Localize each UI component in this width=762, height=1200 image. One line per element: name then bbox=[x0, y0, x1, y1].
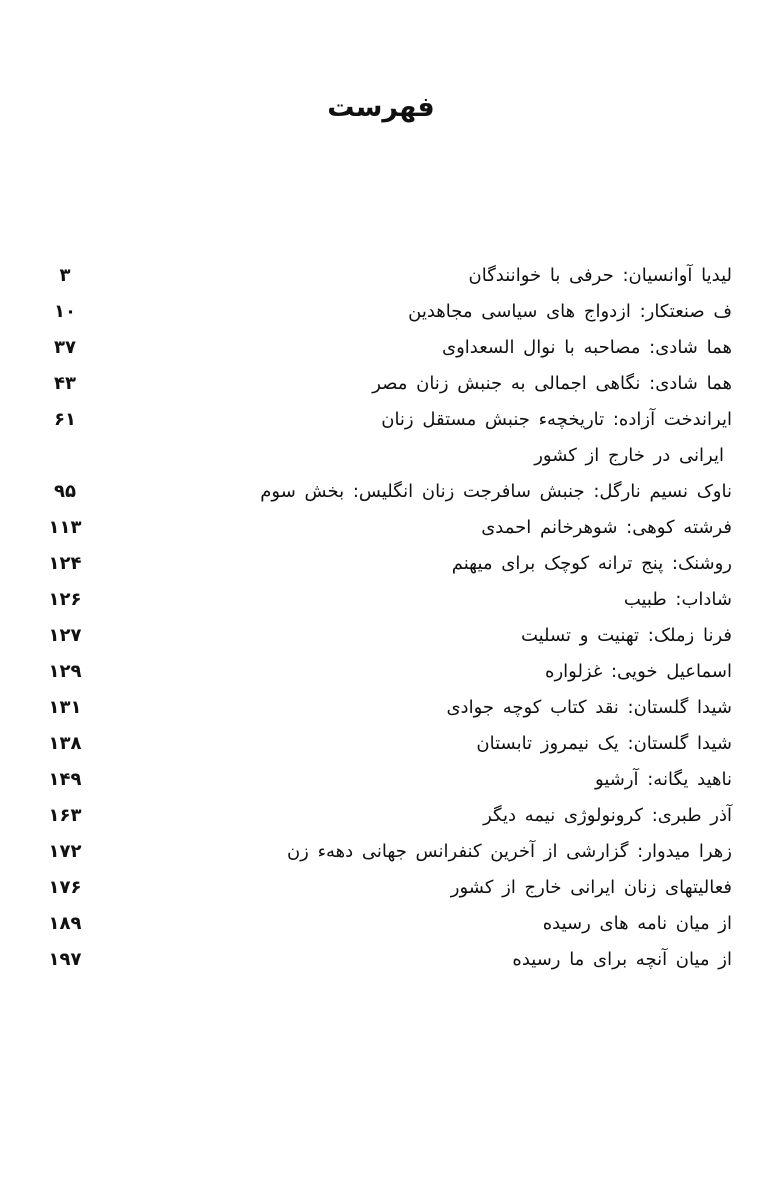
toc-entry-2 bbox=[40, 294, 732, 330]
toc-entry-text: ناهید یگانه: آرشیو bbox=[595, 769, 732, 790]
toc-entry-text: ایراندخت آزاده: تاریخچهء جنبش مستقل زنان bbox=[381, 409, 732, 430]
toc-page-number: ۱۳۱ bbox=[48, 697, 82, 718]
toc-entry-text: فرنا زملک: تهنیت و تسلیت bbox=[520, 625, 732, 646]
toc-page-number: ۱۷۶ bbox=[48, 877, 82, 898]
toc-page-number: ۱۴۹ bbox=[48, 769, 82, 790]
toc-entry-15 bbox=[40, 798, 732, 834]
toc-page-number: ۳ bbox=[59, 265, 71, 286]
page-title: فهرست bbox=[327, 92, 435, 123]
toc-entry-10 bbox=[40, 618, 732, 654]
toc-entry-6 bbox=[40, 474, 732, 510]
toc-page-number: ۱۲۶ bbox=[48, 589, 82, 610]
toc-page-number: ۱۲۴ bbox=[48, 553, 82, 574]
toc-page-number: ۱۲۷ bbox=[48, 625, 82, 646]
toc-entry-text-continued: ایرانی در خارج از کشور bbox=[534, 445, 724, 466]
toc-entry-text: هما شادی: مصاحبه با نوال السعداوی bbox=[441, 337, 732, 358]
toc-entry-9 bbox=[40, 582, 732, 618]
toc-entry-17 bbox=[40, 870, 732, 906]
toc-page-number: ۴۳ bbox=[54, 373, 76, 394]
toc-entry-13 bbox=[40, 726, 732, 762]
toc-entry-text: لیدیا آوانسیان: حرفی با خوانندگان bbox=[468, 265, 732, 286]
toc-entry-text: از میان آنچه برای ما رسیده bbox=[512, 949, 732, 970]
toc-page-number: ۱۱۳ bbox=[48, 517, 82, 538]
toc-entry-1 bbox=[40, 258, 732, 294]
toc-page-number: ۱۲۹ bbox=[48, 661, 82, 682]
toc-entry-text: شیدا گلستان: نقد کتاب کوچه جوادی bbox=[446, 697, 732, 718]
toc-page-number: ۱۶۳ bbox=[48, 805, 82, 826]
toc-entry-14 bbox=[40, 762, 732, 798]
toc-entry-8 bbox=[40, 546, 732, 582]
toc-entry-18 bbox=[40, 906, 732, 942]
toc-page-number: ۹۵ bbox=[54, 481, 76, 502]
toc-entry-4 bbox=[40, 366, 732, 402]
toc-entry-7 bbox=[40, 510, 732, 546]
toc-page-number: ۱۳۸ bbox=[48, 733, 82, 754]
toc-entry-3 bbox=[40, 330, 732, 366]
toc-entry-text: از میان نامه های رسیده bbox=[542, 913, 732, 934]
toc-page-number: ۱۹۷ bbox=[48, 949, 82, 970]
toc-page-number: ۱۰ bbox=[54, 301, 76, 322]
toc-entry-text: شیدا گلستان: یک نیمروز تابستان bbox=[476, 733, 732, 754]
toc-entry-5 bbox=[40, 402, 732, 474]
toc-entry-16 bbox=[40, 834, 732, 870]
toc-entry-12 bbox=[40, 690, 732, 726]
toc-entry-text: ناوک نسیم نارگل: جنبش سافرجت زنان انگلیس: بخش سوم bbox=[260, 481, 732, 502]
toc-entry-text: روشنک: پنج ترانه کوچک برای میهنم bbox=[451, 553, 732, 574]
toc-entry-text: آذر طبری: کرونولوژی نیمه دیگر bbox=[483, 805, 732, 826]
toc-entry-text: شاداب: طبیب bbox=[623, 589, 732, 610]
toc-page-number: ۱۸۹ bbox=[48, 913, 82, 934]
toc-entry-text: زهرا میدوار: گزارشی از آخرین کنفرانس جهانی دههء زن bbox=[286, 841, 732, 862]
toc-entry-text: فعالیتهای زنان ایرانی خارج از کشور bbox=[450, 877, 732, 898]
toc-entry-11 bbox=[40, 654, 732, 690]
toc-entry-text: اسماعیل خویی: غزلواره bbox=[545, 661, 732, 682]
toc-page-number: ۱۷۲ bbox=[48, 841, 82, 862]
toc-entry-text: هما شادی: نگاهی اجمالی به جنبش زنان مصر bbox=[372, 373, 732, 394]
table-of-contents bbox=[40, 258, 732, 978]
toc-entry-text: ف صنعتکار: ازدواج های سیاسی مجاهدین bbox=[408, 301, 732, 322]
toc-entry-text: فرشته کوهی: شوهرخانم احمدی bbox=[481, 517, 732, 538]
toc-page-number: ۳۷ bbox=[54, 337, 76, 358]
toc-entry-19 bbox=[40, 942, 732, 978]
toc-page-number: ۶۱ bbox=[54, 409, 76, 430]
